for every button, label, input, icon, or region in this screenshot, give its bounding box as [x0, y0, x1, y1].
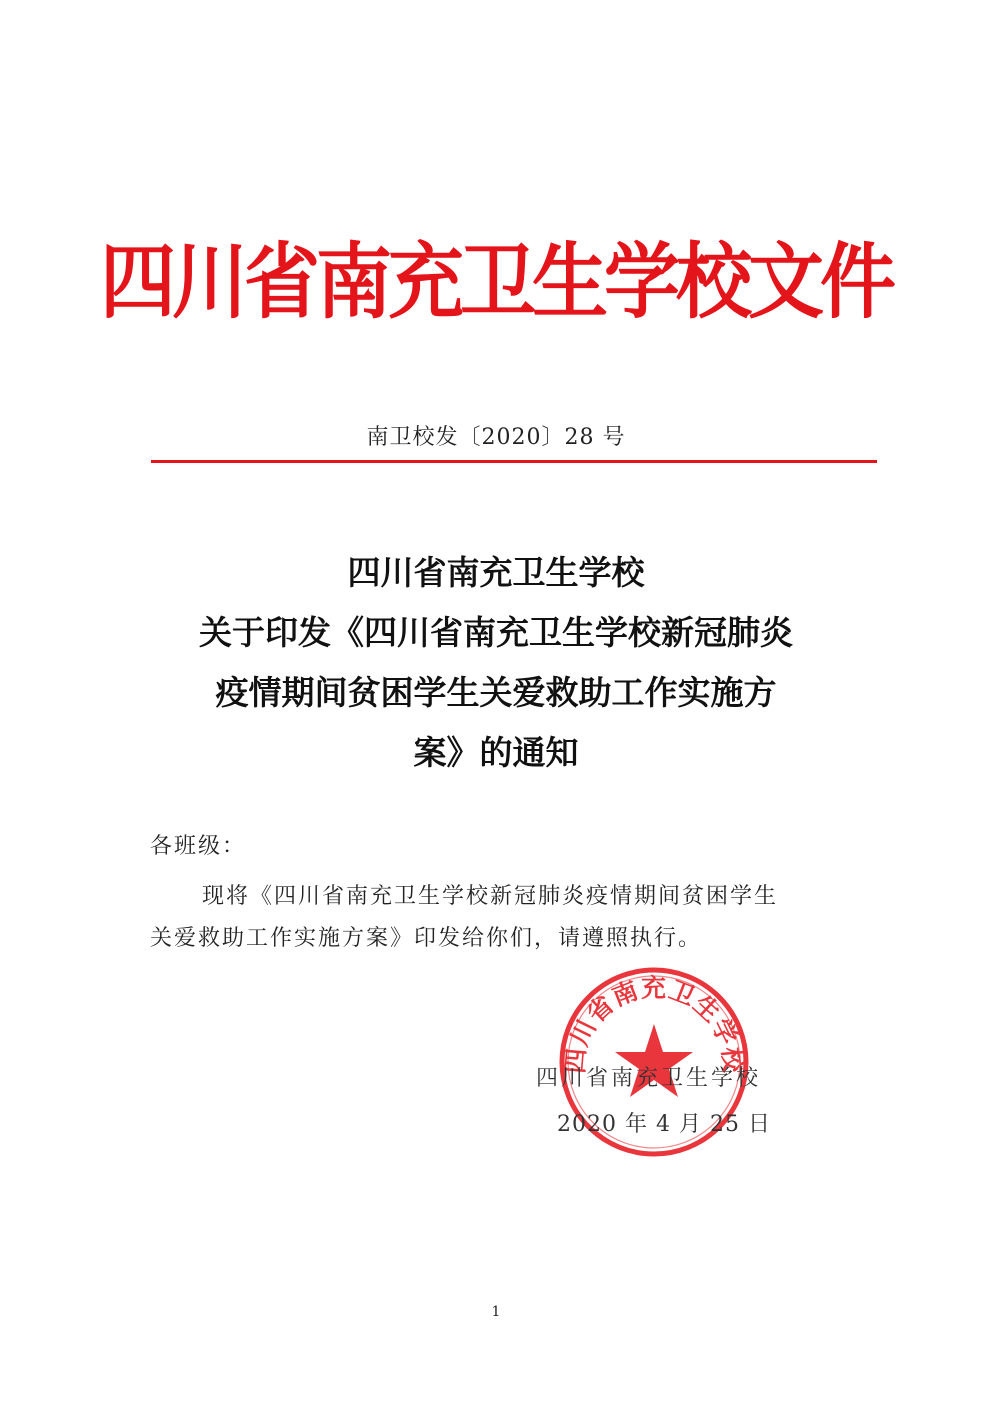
salutation: 各班级：	[150, 834, 247, 859]
title-line: 疫情期间贫困学生关爱救助工作实施方	[215, 673, 777, 712]
issue-date: 2020 年 4 月 25 日	[557, 1112, 771, 1137]
title-line: 四川省南充卫生学校	[347, 553, 645, 592]
document-number: 南卫校发〔2020〕28 号	[366, 425, 626, 450]
red-divider	[151, 460, 877, 463]
title-line: 关于印发《四川省南充卫生学校新冠肺炎	[199, 613, 793, 652]
body-paragraph	[150, 876, 850, 960]
body-line: 关爱救助工作实施方案》印发给你们，请遵照执行。	[150, 926, 703, 951]
title-line: 案》的通知	[413, 733, 579, 772]
signer-name: 四川省南充卫生学校	[536, 1066, 762, 1091]
masthead-title: 四川省南充卫生学校文件	[100, 233, 892, 330]
seal-text: 四川省南充卫生学校	[560, 973, 748, 1075]
document-title	[150, 543, 842, 783]
page-number: 1	[491, 1304, 501, 1320]
body-line: 现将《四川省南充卫生学校新冠肺炎疫情期间贫困学生	[202, 884, 779, 909]
